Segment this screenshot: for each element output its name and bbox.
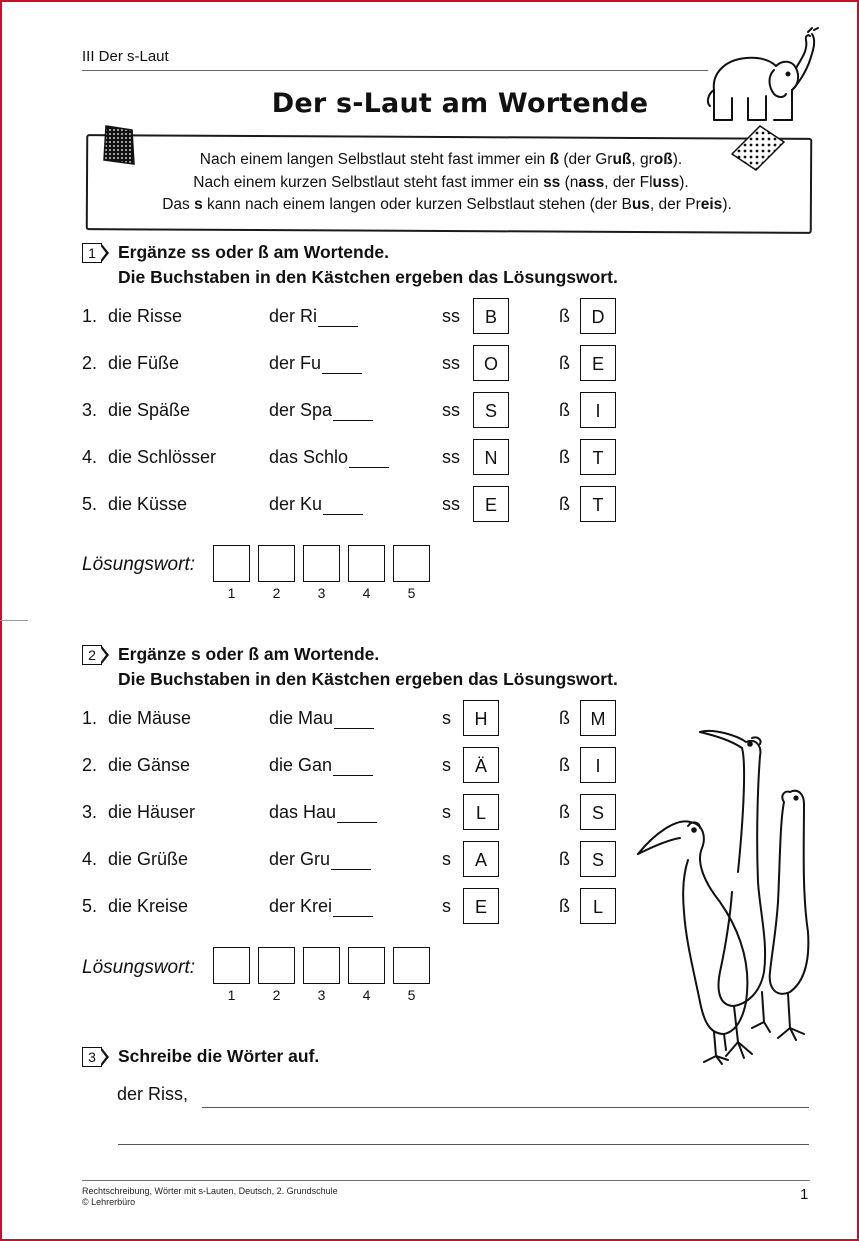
option-1-label: s <box>442 755 451 775</box>
footer-source-line-1: Rechtschreibung, Wörter mit s-Lauten, Deutsch, 2. Grundschule <box>82 1186 338 1196</box>
rule-text-run: (der Gr <box>559 151 613 168</box>
option-1-letter-box[interactable]: A <box>463 841 499 877</box>
plural-word: die Schlösser <box>108 447 217 467</box>
rule-text-run: eis <box>700 196 723 213</box>
option-1-letter-box[interactable]: H <box>463 700 499 736</box>
solution-letter-box[interactable] <box>393 947 430 984</box>
option-2-label: ß <box>559 755 570 775</box>
rule-text-run: ass <box>578 174 605 191</box>
row-number: 4. <box>82 849 98 869</box>
plural-word: die Grüße <box>108 849 189 869</box>
option-1-letter-box[interactable]: E <box>473 486 509 522</box>
stem-text: der Fu <box>269 353 322 373</box>
solution-box-number: 4 <box>362 585 371 601</box>
option-1-label: s <box>442 896 451 916</box>
option-2-letter-box[interactable]: L <box>580 888 616 924</box>
option-2-label: ß <box>559 353 570 373</box>
row-number: 1. <box>82 306 98 326</box>
option-1-label: s <box>442 802 451 822</box>
answer-blank[interactable] <box>337 804 377 823</box>
margin-mark <box>0 620 28 621</box>
stem-text: der Ri <box>269 306 318 326</box>
task-2-instruction-2: Die Buchstaben in den Kästchen ergeben das Lösungswort. <box>118 669 618 689</box>
task-2-instruction: Ergänze s oder ß am Wortende. <box>118 644 380 664</box>
answer-blank[interactable] <box>322 355 362 374</box>
solution-letter-box[interactable] <box>393 545 430 582</box>
row-number: 5. <box>82 494 98 514</box>
row-number: 1. <box>82 708 98 728</box>
singular-stem <box>269 755 373 776</box>
option-1-label: ss <box>442 447 460 467</box>
solution-box-number: 1 <box>227 585 236 601</box>
option-2-letter-box[interactable]: D <box>580 298 616 334</box>
solution-letter-box[interactable] <box>348 947 385 984</box>
rule-line-2 <box>80 173 802 193</box>
exercise-row <box>0 345 859 383</box>
answer-blank[interactable] <box>333 898 373 917</box>
task-2-solution-label: Lösungswort: <box>82 957 196 978</box>
rule-text-run: , der Fl <box>604 174 653 191</box>
option-2-letter-box[interactable]: I <box>580 747 616 783</box>
task-3-arrow-icon <box>101 1047 109 1067</box>
option-2-letter-box[interactable]: T <box>580 486 616 522</box>
answer-blank[interactable] <box>349 449 389 468</box>
rule-text-run: , gr <box>631 151 654 168</box>
option-2-label: ß <box>559 400 570 420</box>
rule-text-run: us <box>631 196 650 213</box>
task-2-number: 2 <box>82 645 102 665</box>
option-1-letter-box[interactable]: Ä <box>463 747 499 783</box>
option-2-letter-box[interactable]: I <box>580 392 616 428</box>
answer-blank[interactable] <box>334 710 374 729</box>
footer-source <box>82 1186 338 1208</box>
stem-text: das Schlo <box>269 447 349 467</box>
solution-box-number: 5 <box>407 987 416 1003</box>
plural-word: die Gänse <box>108 755 191 775</box>
writing-line-2[interactable] <box>118 1144 809 1145</box>
task-1-instruction-2: Die Buchstaben in den Kästchen ergeben das Lösungswort. <box>118 267 618 287</box>
task-3-instruction: Schreibe die Wörter auf. <box>118 1046 320 1066</box>
singular-stem <box>269 447 389 468</box>
stem-text: der Ku <box>269 494 323 514</box>
singular-stem <box>269 400 373 421</box>
stem-text: die Gan <box>269 755 333 775</box>
task-1-solution-label: Lösungswort: <box>82 554 196 575</box>
row-number: 2. <box>82 755 98 775</box>
rule-text-run: kann nach einem langen oder kurzen Selbstlaut stehen (der B <box>202 196 632 213</box>
answer-blank[interactable] <box>323 496 363 515</box>
option-1-letter-box[interactable]: L <box>463 794 499 830</box>
plural-word: die Späße <box>108 400 191 420</box>
solution-box-number: 5 <box>407 585 416 601</box>
plural-word: die Häuser <box>108 802 196 822</box>
rule-text-run: (n <box>560 174 579 191</box>
option-2-label: ß <box>559 447 570 467</box>
plural-word: die Füße <box>108 353 180 373</box>
answer-blank[interactable] <box>333 402 373 421</box>
solution-box-number: 2 <box>272 585 281 601</box>
rule-text-run: Das <box>162 196 195 213</box>
option-1-label: ss <box>442 306 460 326</box>
singular-stem <box>269 896 373 917</box>
section-header: III Der s-Laut <box>82 48 708 71</box>
singular-stem <box>269 708 374 729</box>
stem-text: der Gru <box>269 849 331 869</box>
option-2-label: ß <box>559 896 570 916</box>
writing-line-1[interactable] <box>202 1107 809 1108</box>
task-3-number: 3 <box>82 1047 102 1067</box>
row-number: 2. <box>82 353 98 373</box>
option-1-label: ss <box>442 400 460 420</box>
footer-divider <box>82 1180 810 1181</box>
solution-box-number: 3 <box>317 585 326 601</box>
rule-text-run: ss <box>543 174 561 191</box>
option-2-label: ß <box>559 708 570 728</box>
option-2-letter-box[interactable]: S <box>580 794 616 830</box>
option-1-label: ss <box>442 494 460 514</box>
option-2-letter-box[interactable]: M <box>580 700 616 736</box>
row-number: 3. <box>82 400 98 420</box>
option-1-label: ss <box>442 353 460 373</box>
option-2-label: ß <box>559 849 570 869</box>
option-1-letter-box[interactable]: S <box>473 392 509 428</box>
rule-text-run: ). <box>722 196 732 213</box>
solution-letter-box[interactable] <box>258 545 295 582</box>
page-number: 1 <box>800 1186 809 1203</box>
singular-stem <box>269 494 363 515</box>
rule-line-3 <box>86 195 808 215</box>
stem-text: der Krei <box>269 896 333 916</box>
exercise-row <box>0 486 859 524</box>
rule-text-run: ß <box>549 151 560 168</box>
rule-text-run: uss <box>652 174 680 191</box>
solution-box-number: 4 <box>362 987 371 1003</box>
exercise-row <box>0 439 859 477</box>
option-2-label: ß <box>559 494 570 514</box>
rule-text-run: ). <box>672 151 683 168</box>
option-2-label: ß <box>559 802 570 822</box>
geese-illustration <box>634 722 814 1067</box>
task-1-instruction: Ergänze ss oder ß am Wortende. <box>118 242 389 262</box>
page-title: Der s-Laut am Wortende <box>271 88 649 119</box>
solution-letter-box[interactable] <box>303 947 340 984</box>
rule-text-run: uß <box>612 151 632 168</box>
option-2-label: ß <box>559 306 570 326</box>
option-2-letter-box[interactable]: S <box>580 841 616 877</box>
singular-stem <box>269 849 371 870</box>
option-1-letter-box[interactable]: E <box>463 888 499 924</box>
solution-box-number: 1 <box>227 987 236 1003</box>
row-number: 5. <box>82 896 98 916</box>
rule-text-run: , der Pr <box>649 196 701 213</box>
rule-line-1 <box>80 150 802 170</box>
option-1-letter-box[interactable]: N <box>473 439 509 475</box>
footer-copyright: © Lehrerbüro <box>82 1197 136 1207</box>
solution-letter-box[interactable] <box>213 545 250 582</box>
exercise-row <box>0 298 859 336</box>
option-2-letter-box[interactable]: E <box>580 345 616 381</box>
task-3-example-start: der Riss, <box>117 1084 189 1104</box>
task-1-number: 1 <box>82 243 102 263</box>
solution-box-number: 2 <box>272 987 281 1003</box>
elephant-illustration <box>702 24 827 124</box>
solution-letter-box[interactable] <box>258 947 295 984</box>
option-1-label: s <box>442 708 451 728</box>
option-1-letter-box[interactable]: B <box>473 298 509 334</box>
plural-word: die Mäuse <box>108 708 192 728</box>
answer-blank[interactable] <box>331 851 371 870</box>
exercise-row <box>0 392 859 430</box>
row-number: 4. <box>82 447 98 467</box>
solution-letter-box[interactable] <box>303 545 340 582</box>
task-2-arrow-icon <box>101 645 109 665</box>
stem-text: das Hau <box>269 802 337 822</box>
rule-text-run: Nach einem langen Selbstlaut steht fast immer ein <box>199 151 550 168</box>
rule-text-run: s <box>194 196 203 213</box>
option-2-letter-box[interactable]: T <box>580 439 616 475</box>
stem-text: die Mau <box>269 708 334 728</box>
option-1-label: s <box>442 849 451 869</box>
rule-text-run: ). <box>679 174 689 191</box>
option-1-letter-box[interactable]: O <box>473 345 509 381</box>
stem-text: der Spa <box>269 400 333 420</box>
solution-letter-box[interactable] <box>348 545 385 582</box>
solution-letter-box[interactable] <box>213 947 250 984</box>
singular-stem <box>269 802 377 823</box>
row-number: 3. <box>82 802 98 822</box>
task-1-arrow-icon <box>101 243 109 263</box>
answer-blank[interactable] <box>318 308 358 327</box>
plural-word: die Küsse <box>108 494 188 514</box>
singular-stem <box>269 353 362 374</box>
plural-word: die Kreise <box>108 896 189 916</box>
rule-text-run: oß <box>653 151 673 168</box>
singular-stem <box>269 306 358 327</box>
rule-text-run: Nach einem kurzen Selbstlaut steht fast immer ein <box>193 174 544 191</box>
plural-word: die Risse <box>108 306 183 326</box>
answer-blank[interactable] <box>333 757 373 776</box>
solution-box-number: 3 <box>317 987 326 1003</box>
